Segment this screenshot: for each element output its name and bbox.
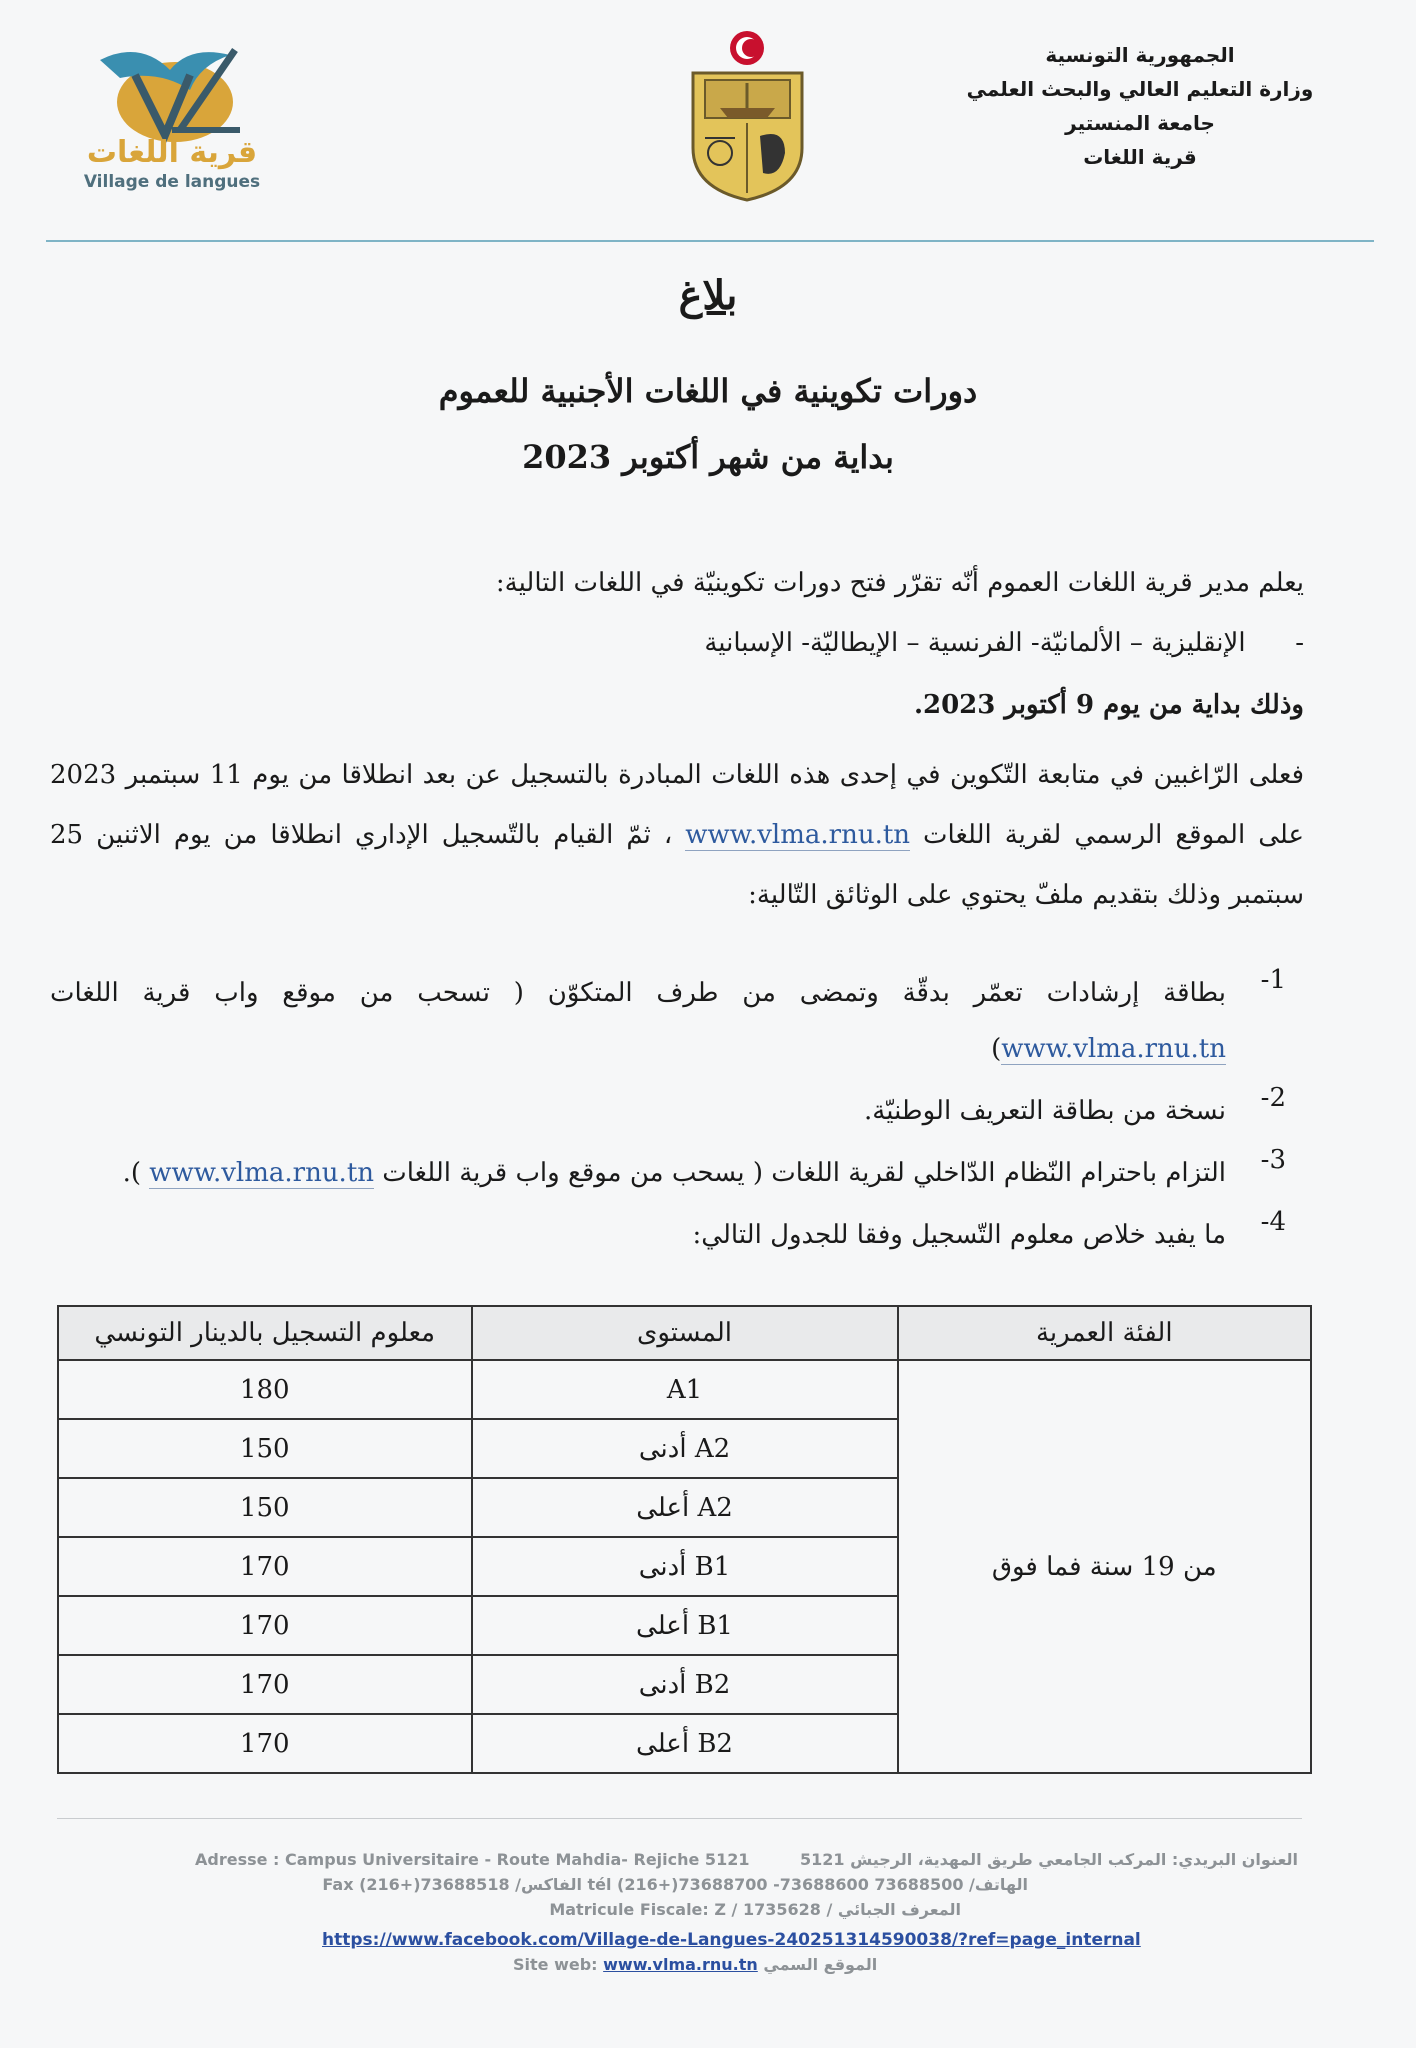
column-header-level: المستوى xyxy=(472,1306,898,1360)
level-cell: A2 أدنى xyxy=(472,1419,898,1478)
fee-cell: 180 xyxy=(58,1360,472,1419)
header-line-village: قرية اللغات xyxy=(1083,145,1197,169)
languages-list: الإنقليزية – الألمانيّة- الفرنسية – الإيطاليّة- الإسبانية xyxy=(704,628,1246,658)
logo-name-ar: قرية اللغات xyxy=(86,135,258,170)
fee-table xyxy=(57,1305,1312,1774)
list-item xyxy=(50,1145,1304,1201)
list-item-number: 2- xyxy=(1260,1083,1286,1113)
header-line-republic: الجمهورية التونسية xyxy=(1045,43,1235,67)
header-line-university: جامعة المنستير xyxy=(1065,111,1215,135)
list-item-number: 3- xyxy=(1260,1145,1286,1175)
list-item-number: 4- xyxy=(1260,1207,1286,1237)
footer-site-label-ar: الموقع السمي xyxy=(763,1955,878,1974)
fee-cell: 170 xyxy=(58,1655,472,1714)
list-item xyxy=(50,1083,1304,1139)
institution-header xyxy=(960,38,1320,174)
fee-cell: 170 xyxy=(58,1714,472,1773)
intro-paragraph: يعلم مدير قرية اللغات العموم أنّه تقرّر فتح دورات تكوينيّة في اللغات التالية: xyxy=(495,568,1304,598)
languages-bullet xyxy=(50,628,1304,658)
registration-text-b: ، ثمّ القيام بالتّسجيل الإداري انطلاقا من يوم الاثنين 25 سبتمبر وذلك بتقديم ملفّ يحتوي على الوثائق التّالية: xyxy=(50,820,1304,910)
fee-cell: 170 xyxy=(58,1537,472,1596)
website-link[interactable]: www.vlma.rnu.tn xyxy=(149,1158,375,1188)
bullet-mark: - xyxy=(1295,628,1304,658)
list-item-number: 1- xyxy=(1260,965,1286,995)
page-subtitle xyxy=(0,358,1416,490)
list-item-text-after: ). xyxy=(122,1158,150,1188)
footer-site-label: Site web: xyxy=(513,1955,598,1974)
footer-site-link[interactable]: www.vlma.rnu.tn xyxy=(603,1955,758,1974)
subtitle-line-2: بداية من شهر أكتوبر 2023 xyxy=(522,438,894,476)
level-cell: B1 أدنى xyxy=(472,1537,898,1596)
age-group-cell: من 19 سنة فما فوق xyxy=(898,1360,1311,1773)
footer-phones: الهاتف/ tél (216+)73688700 -73688600 73688500 الفاكس/ Fax (216+)73688518 xyxy=(322,1875,1028,1894)
fee-cell: 150 xyxy=(58,1478,472,1537)
level-cell: B2 أدنى xyxy=(472,1655,898,1714)
website-link[interactable]: www.vlma.rnu.tn xyxy=(1001,1034,1226,1064)
footer-website xyxy=(513,1955,877,1974)
page-title: بلاغ xyxy=(678,272,738,319)
registration-text-a: فعلى الرّاغبين في متابعة التّكوين في إحدى هذه اللغات المبادرة بالتسجيل عن بعد انطلاقا من يوم 11 سبتمبر 2023 على الموقع الرسمي لقرية اللغات xyxy=(50,760,1304,850)
list-item-text-main: التزام باحترام النّظام الدّاخلي لقرية اللغات ( يسحب من موقع واب قرية اللغات xyxy=(374,1158,1226,1188)
list-item-text xyxy=(50,1145,1226,1201)
footer-facebook-link[interactable]: https://www.facebook.com/Village-de-Langues-240251314590038/?ref=page_internal xyxy=(322,1930,1141,1950)
level-cell: A1 xyxy=(472,1360,898,1419)
footer-address-ar: العنوان البريدي: المركب الجامعي طريق المهدية، الرجيش 5121 xyxy=(800,1850,1298,1869)
footer-divider xyxy=(57,1818,1302,1819)
footer-fiscal-id: المعرف الجبائي / Matricule Fiscale: Z / 1735628 xyxy=(549,1900,961,1919)
list-item xyxy=(50,965,1304,1077)
column-header-age: الفئة العمرية xyxy=(898,1306,1311,1360)
table-header-row xyxy=(58,1306,1311,1360)
level-cell: A2 أعلى xyxy=(472,1478,898,1537)
tunisia-coat-of-arms-icon xyxy=(685,28,810,203)
header-divider xyxy=(46,240,1374,242)
column-header-fee: معلوم التسجيل بالدينار التونسي xyxy=(58,1306,472,1360)
list-item-text-after: ) xyxy=(991,1034,1002,1064)
footer-address-fr: Adresse : Campus Universitaire - Route Mahdia- Rejiche 5121 xyxy=(195,1850,750,1869)
level-cell: B1 أعلى xyxy=(472,1596,898,1655)
list-item-text: ما يفيد خلاص معلوم التّسجيل وفقا للجدول التالي: xyxy=(692,1220,1226,1250)
header-line-ministry: وزارة التعليم العالي والبحث العلمي xyxy=(966,77,1314,101)
table-row xyxy=(58,1360,1311,1419)
fee-cell: 170 xyxy=(58,1596,472,1655)
list-item-text-main: بطاقة إرشادات تعمّر بدقّة وتمضى من طرف المتكوّن ( تسحب من موقع واب قرية اللغات xyxy=(50,978,1226,1008)
registration-paragraph xyxy=(50,745,1304,925)
list-item xyxy=(50,1207,1304,1263)
required-documents-list xyxy=(50,965,1304,1269)
subtitle-line-1: دورات تكوينية في اللغات الأجنبية للعموم xyxy=(438,372,978,410)
fee-cell: 150 xyxy=(58,1419,472,1478)
list-item-text: نسخة من بطاقة التعريف الوطنيّة. xyxy=(864,1096,1226,1126)
logo-name-fr: Village de langues xyxy=(83,172,261,192)
website-link[interactable]: www.vlma.rnu.tn xyxy=(685,820,911,850)
list-item-text xyxy=(50,965,1226,1077)
level-cell: B2 أعلى xyxy=(472,1714,898,1773)
start-date: وذلك بداية من يوم 9 أكتوبر 2023. xyxy=(913,690,1304,720)
